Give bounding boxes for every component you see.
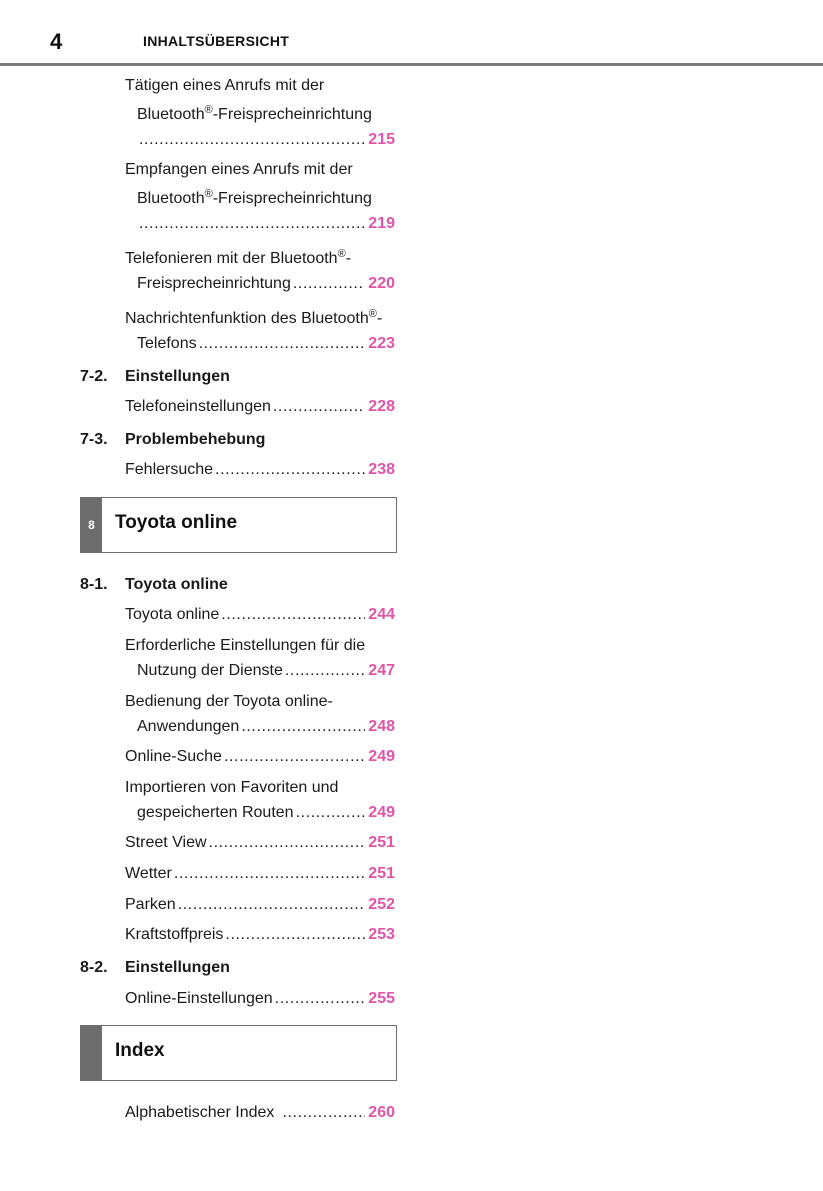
toc-entry-label: Empfangen eines Anrufs mit der [125,161,353,178]
toc-entry-label: Importieren von Favoriten und [125,779,339,796]
leader-dots [275,986,366,1011]
toc-entry[interactable] [125,633,395,683]
toc-entry-label: Online-Einstellungen [125,990,273,1007]
toc-page-number[interactable]: 260 [368,1104,395,1121]
toc-entry-label: Erforderliche Einstellungen für die [125,637,366,654]
section-title: Toyota online [125,576,228,593]
leader-dots [224,744,365,769]
toc-page-number[interactable]: 223 [368,335,395,352]
leader-dots [282,1100,365,1125]
chapter-tab [81,1026,102,1080]
section-title: Einstellungen [125,959,230,976]
toc-entry[interactable] [125,830,395,855]
toc-entry-label: Parken [125,896,176,913]
toc-entry-label: gespeicherten Routen [137,804,294,821]
toc-entry[interactable] [125,744,395,769]
leader-dots [285,658,365,683]
leader-dots [215,457,365,482]
leader-dots [221,602,365,627]
toc-entry-label: Nachrichtenfunktion des Bluetooth®- [125,308,383,327]
toc-entry[interactable] [125,602,395,627]
header-divider [0,63,823,66]
section-heading [80,366,230,388]
section-title: Problembehebung [125,431,266,448]
toc-page-number[interactable]: 238 [368,461,395,478]
toc-entry-label: Toyota online [125,606,220,623]
toc-entry[interactable] [125,73,395,152]
chapter-title: Toyota online [115,512,238,533]
toc-entry-label: Fehlersuche [125,461,214,478]
toc-entry[interactable] [125,689,395,739]
leader-dots [178,892,366,917]
toc-entry[interactable] [125,157,395,236]
toc-entry-label: Telefoneinstellungen [125,398,271,415]
toc-page-number[interactable]: 255 [368,990,395,1007]
toc-entry-label: Freisprecheinrichtung [137,275,291,292]
page-number: 4 [50,29,63,54]
toc-entry-label: Nutzung der Dienste [137,662,283,679]
toc-entry[interactable] [125,861,395,886]
toc-entry-label: Bluetooth®-Freisprecheinrichtung [137,188,372,207]
toc-entry[interactable] [125,1100,395,1125]
chapter-tab: 8 [81,498,102,552]
leader-dots [225,922,365,947]
toc-page-number[interactable]: 248 [368,718,395,735]
leader-dots [174,861,365,886]
toc-page-number[interactable]: 215 [368,131,395,148]
toc-entry-label: Online-Suche [125,748,222,765]
leader-dots [293,271,365,296]
toc-page-number[interactable]: 252 [368,896,395,913]
toc-entry-label: Anwendungen [137,718,240,735]
section-number: 7-3. [80,431,108,448]
toc-page-number[interactable]: 244 [368,606,395,623]
leader-dots [199,331,366,356]
toc-entry[interactable] [125,922,395,947]
section-heading [80,429,265,451]
page-header-title: INHALTSÜBERSICHT [143,33,290,49]
toc-entry-label: Telefons [137,335,197,352]
section-number: 7-2. [80,368,108,385]
toc-page-number[interactable]: 253 [368,926,395,943]
chapter-heading[interactable] [80,1025,397,1081]
toc-entry-label: Bluetooth®-Freisprecheinrichtung [137,104,372,123]
toc-page-number[interactable]: 249 [368,748,395,765]
toc-page-number[interactable]: 249 [368,804,395,821]
section-number: 8-2. [80,959,108,976]
toc-entry[interactable] [125,457,395,482]
toc-entry[interactable] [125,394,395,419]
leader-dots [139,211,365,236]
toc-entry[interactable] [125,892,395,917]
toc-entry[interactable] [125,775,395,825]
toc-page-number[interactable]: 228 [368,398,395,415]
leader-dots [296,800,366,825]
toc-page-number[interactable]: 219 [368,215,395,232]
toc-entry-label: Street View [125,834,207,851]
section-number: 8-1. [80,576,108,593]
leader-dots [241,714,365,739]
toc-entry-label: Kraftstoffpreis [125,926,224,943]
section-title: Einstellungen [125,368,230,385]
toc-page-number[interactable]: 220 [368,275,395,292]
toc-page-number[interactable]: 251 [368,834,395,851]
toc-entry-label: Tätigen eines Anrufs mit der [125,77,325,94]
toc-entry-label: Bedienung der Toyota online- [125,693,333,710]
leader-dots [209,830,366,855]
toc-page-number[interactable]: 247 [368,662,395,679]
leader-dots [139,127,365,152]
toc-entry[interactable] [125,986,395,1011]
toc-entry-label: Telefonieren mit der Bluetooth®- [125,248,352,267]
toc-page-number[interactable]: 251 [368,865,395,882]
chapter-title: Index [115,1040,165,1061]
section-heading [80,574,228,596]
toc-entry[interactable] [125,246,395,296]
section-heading [80,957,230,979]
toc-entry-label: Alphabetischer Index [125,1104,275,1121]
chapter-heading[interactable] [80,497,397,553]
toc-entry-label: Wetter [125,865,172,882]
leader-dots [273,394,365,419]
toc-entry[interactable] [125,306,395,356]
